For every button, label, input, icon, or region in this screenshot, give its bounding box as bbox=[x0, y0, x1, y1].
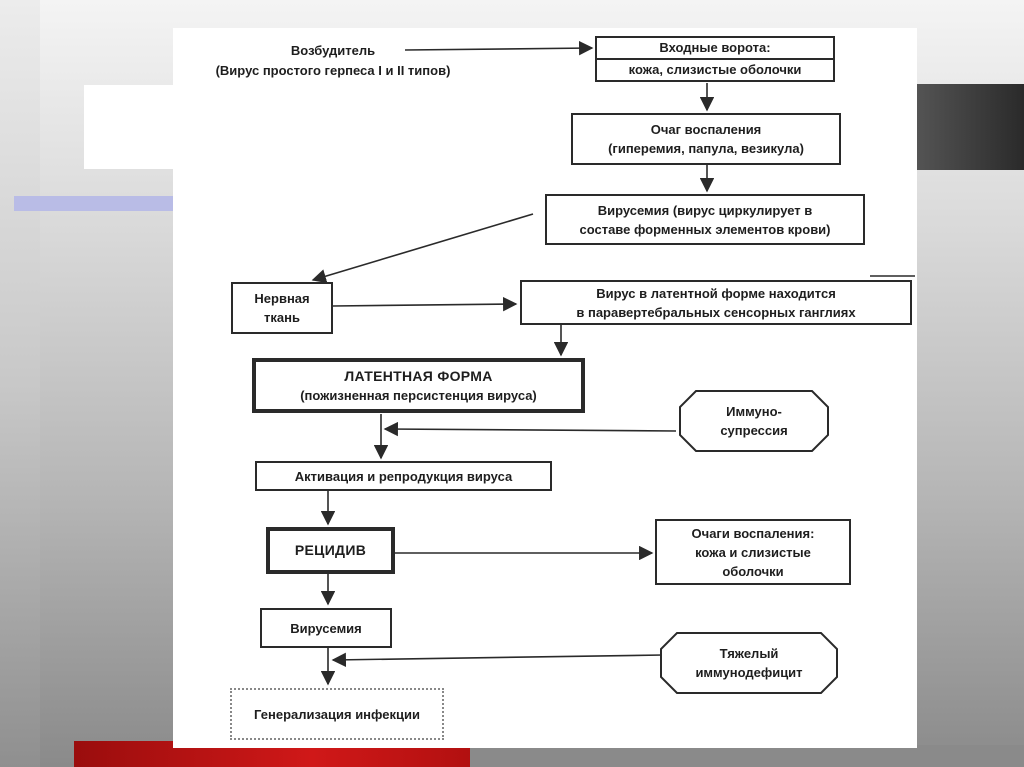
activation-label: Активация и репродукция вируса bbox=[294, 468, 513, 484]
nerve-tissue-line2: ткань bbox=[264, 310, 300, 325]
viremia-2-box bbox=[260, 608, 392, 648]
inflammation-focus-line1: Очаг воспаления bbox=[650, 122, 762, 137]
arrow-immunodeficiency-in bbox=[333, 655, 663, 660]
inflammation-focus-line2: (гиперемия, папула, везикула) bbox=[608, 141, 804, 156]
viremia-box bbox=[545, 194, 865, 245]
latent-form-subtitle: (пожизненная персистенция вируса) bbox=[300, 387, 537, 403]
generalization-label: Генерализация инфекции bbox=[254, 706, 420, 722]
background-blue-bar bbox=[14, 196, 184, 211]
immunodeficiency-line1: Тяжелый bbox=[719, 646, 779, 661]
pathogen-label bbox=[173, 41, 493, 81]
viremia-2-label: Вирусемия bbox=[290, 620, 362, 636]
arrow-nerve-to-latent-location bbox=[333, 304, 516, 306]
immunosuppression-line1: Иммуно- bbox=[726, 404, 782, 419]
herpes-pathogenesis-diagram bbox=[173, 28, 917, 748]
background-gray-bar bbox=[470, 745, 1024, 767]
latent-location-line2: в паравертебральных сенсорных ганглиях bbox=[576, 304, 856, 320]
nerve-tissue-line1: Нервная bbox=[254, 291, 310, 306]
arrow-immunosuppression-in bbox=[385, 429, 676, 431]
inflammation-foci-line2: кожа и слизистые bbox=[695, 544, 811, 560]
viremia-line2: составе форменных элементов крови) bbox=[579, 221, 831, 237]
nerve-tissue-box bbox=[231, 282, 333, 334]
latent-location-line1: Вирус в латентной форме находится bbox=[596, 285, 836, 301]
immunosuppression-octagon bbox=[678, 389, 830, 453]
generalization-box bbox=[230, 688, 444, 740]
inflammation-foci-line1: Очаги воспаления: bbox=[691, 525, 815, 541]
relapse-box bbox=[266, 527, 395, 574]
arrow-viremia-to-nerve bbox=[313, 214, 533, 280]
entry-gate-box bbox=[595, 36, 835, 82]
entry-gate-title: Входные ворота: bbox=[597, 38, 833, 60]
activation-box bbox=[255, 461, 552, 491]
inflammation-focus-box bbox=[571, 113, 841, 165]
immunosuppression-line2: супрессия bbox=[720, 423, 788, 438]
entry-gate-subtitle: кожа, слизистые оболочки bbox=[628, 62, 802, 77]
viremia-line1: Вирусемия (вирус циркулирует в bbox=[597, 202, 813, 218]
pathogen-subtitle: (Вирус простого герпеса I и II типов) bbox=[215, 63, 451, 78]
inflammation-foci-line3: оболочки bbox=[722, 563, 784, 579]
inflammation-foci-box bbox=[655, 519, 851, 585]
relapse-label: РЕЦИДИВ bbox=[294, 542, 367, 558]
pathogen-title: Возбудитель bbox=[290, 43, 376, 58]
background-left-strip bbox=[0, 0, 40, 767]
immunodeficiency-line2: иммунодефицит bbox=[695, 665, 803, 680]
immunodeficiency-octagon bbox=[659, 631, 839, 695]
background-dark-block bbox=[914, 84, 1024, 170]
latent-form-title: ЛАТЕНТНАЯ ФОРМА bbox=[344, 367, 493, 384]
latent-form-box bbox=[252, 358, 585, 413]
latent-location-box bbox=[520, 280, 912, 325]
